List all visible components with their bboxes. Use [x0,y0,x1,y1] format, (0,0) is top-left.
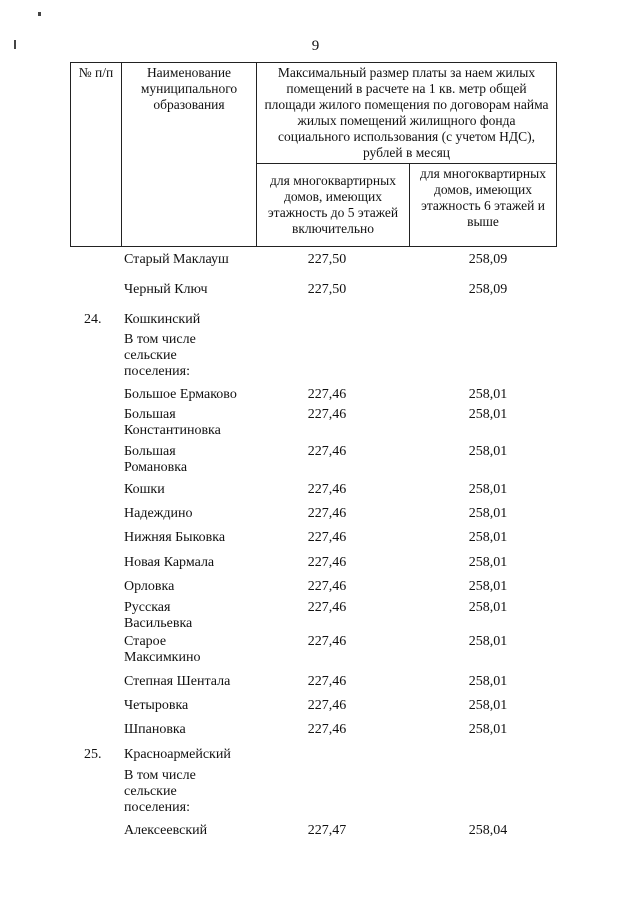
header-col-name: Наименование муниципального образования [122,63,257,247]
row-value-6-plus: 258,09 [468,282,508,297]
row-name: Четыровка [124,698,189,713]
row-name: Кошкинский [124,312,201,327]
row-name: Красноармейский [124,747,231,762]
header-col-group: Максимальный размер платы за наем жилых помещений в расчете на 1 кв. метр общей площади жилого помещения по договорам найма жилых помещений жилищного фонда социального использования (с учетом НДС), рублей в месяц [257,63,557,164]
scan-mark [38,12,41,16]
table-header [70,62,557,247]
row-value-up-to-5: 227,46 [307,555,347,570]
row-value-up-to-5: 227,46 [307,600,347,615]
row-value-up-to-5: 227,46 [307,482,347,497]
row-value-up-to-5: 227,46 [307,698,347,713]
row-value-6-plus: 258,01 [468,444,508,459]
row-name: В том числе сельские поселения: [124,332,196,379]
row-name: Старый Маклауш [124,252,229,267]
row-name: Орловка [124,579,175,594]
row-name: Большая Романовка [124,444,188,475]
row-value-up-to-5: 227,46 [307,530,347,545]
row-value-6-plus: 258,09 [468,252,508,267]
row-num: 25. [84,747,102,762]
row-name: Алексеевский [124,823,208,838]
header-col-up-to-5: для многоквартирных домов, имеющих этажность до 5 этажей включительно [257,164,410,247]
row-name: Черный Ключ [124,282,208,297]
row-name: Шпановка [124,722,186,737]
row-value-up-to-5: 227,46 [307,407,347,422]
row-value-6-plus: 258,01 [468,579,508,594]
row-value-6-plus: 258,01 [468,634,508,649]
row-value-up-to-5: 227,46 [307,674,347,689]
header-col-6-plus: для многоквартирных домов, имеющих этажность 6 этажей и выше [410,164,557,247]
row-value-up-to-5: 227,46 [307,444,347,459]
row-num: 24. [84,312,102,327]
row-value-up-to-5: 227,46 [307,634,347,649]
row-value-6-plus: 258,01 [468,698,508,713]
row-value-6-plus: 258,01 [468,387,508,402]
page-number: 9 [311,38,320,54]
row-name: Большая Константиновка [124,407,221,438]
row-value-6-plus: 258,01 [468,506,508,521]
row-value-up-to-5: 227,46 [307,387,347,402]
row-name: Большое Ермаково [124,387,237,402]
row-name: Кошки [124,482,165,497]
row-value-6-plus: 258,01 [468,407,508,422]
row-name: В том числе сельские поселения: [124,768,196,815]
row-name: Степная Шентала [124,674,231,689]
row-name: Новая Кармала [124,555,215,570]
row-name: Нижняя Быковка [124,530,226,545]
row-value-up-to-5: 227,47 [307,823,347,838]
row-value-6-plus: 258,01 [468,674,508,689]
row-value-up-to-5: 227,46 [307,579,347,594]
header-col-num: № п/п [71,63,122,247]
row-value-up-to-5: 227,46 [307,506,347,521]
row-value-6-plus: 258,01 [468,722,508,737]
row-name: Надеждино [124,506,193,521]
row-name: Русская Васильевка [124,600,193,631]
row-value-6-plus: 258,01 [468,482,508,497]
row-value-up-to-5: 227,50 [307,282,347,297]
row-value-6-plus: 258,01 [468,530,508,545]
row-value-6-plus: 258,04 [468,823,508,838]
row-value-up-to-5: 227,46 [307,722,347,737]
row-value-6-plus: 258,01 [468,555,508,570]
row-name: Старое Максимкино [124,634,201,665]
row-value-up-to-5: 227,50 [307,252,347,267]
row-value-6-plus: 258,01 [468,600,508,615]
